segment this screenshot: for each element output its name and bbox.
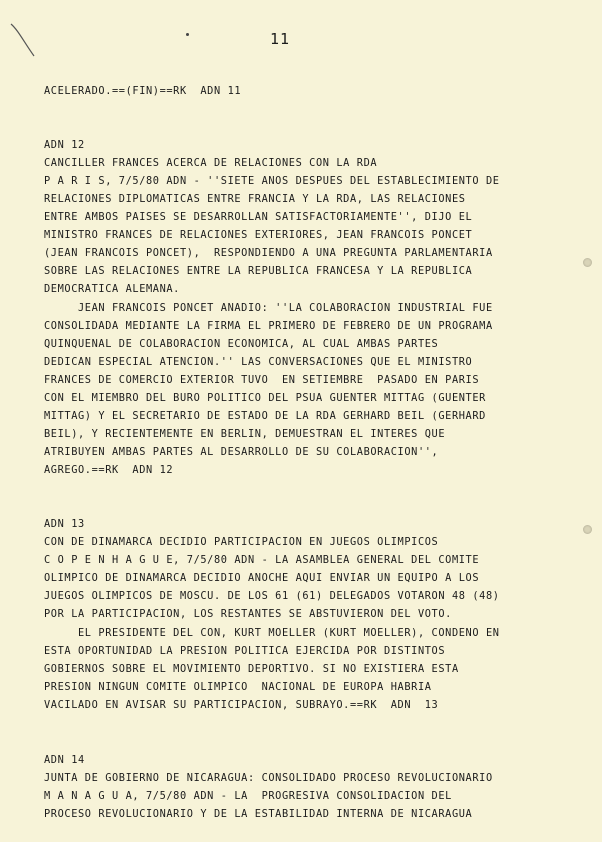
punch-hole-top [583, 258, 592, 267]
text-line: CON EL MIEMBRO DEL BURO POLITICO DEL PSUA GUENTER MITTAG (GUENTER [44, 392, 486, 404]
punch-hole-bottom [583, 525, 592, 534]
text-line: POR LA PARTICIPACION, LOS RESTANTES SE ABSTUVIERON DEL VOTO. [44, 608, 452, 620]
text-line: QUINQUENAL DE COLABORACION ECONOMICA, AL CUAL AMBAS PARTES [44, 338, 439, 350]
section-headline: CON DE DINAMARCA DECIDIO PARTICIPACION EN JUEGOS OLIMPICOS [44, 536, 439, 548]
text-line: ACELERADO.==(FIN)==RK ADN 11 [44, 85, 242, 97]
text-line: DEDICAN ESPECIAL ATENCION.'' LAS CONVERSACIONES QUE EL MINISTRO [44, 356, 473, 368]
text-line: VACILADO EN AVISAR SU PARTICIPACION, SUBRAYO.==RK ADN 13 [44, 699, 439, 711]
text-line: OLIMPICO DE DINAMARCA DECIDIO ANOCHE AQUI ENVIAR UN EQUIPO A LOS [44, 572, 480, 584]
text-line: CONSOLIDADA MEDIANTE LA FIRMA EL PRIMERO DE FEBRERO DE UN PROGRAMA [44, 320, 493, 332]
text-line: (JEAN FRANCOIS PONCET), RESPONDIENDO A UNA PREGUNTA PARLAMENTARIA [44, 247, 493, 259]
page-number: 11 [270, 30, 291, 48]
corner-pencil-mark [8, 20, 48, 60]
text-line: PRESION NINGUN COMITE OLIMPICO NACIONAL DE EUROPA HABRIA [44, 681, 432, 693]
text-line: C O P E N H A G U E, 7/5/80 ADN - LA ASAMBLEA GENERAL DEL COMITE [44, 554, 480, 566]
text-line: PROCESO REVOLUCIONARIO Y DE LA ESTABILIDAD INTERNA DE NICARAGUA [44, 808, 473, 820]
text-line: FRANCES DE COMERCIO EXTERIOR TUVO EN SETIEMBRE PASADO EN PARIS [44, 374, 480, 386]
text-line: AGREGO.==RK ADN 12 [44, 464, 174, 476]
text-line: JEAN FRANCOIS PONCET ANADIO: ''LA COLABORACION INDUSTRIAL FUE [44, 302, 493, 314]
section-headline: CANCILLER FRANCES ACERCA DE RELACIONES CON LA RDA [44, 157, 378, 169]
ink-dot [186, 33, 189, 36]
text-line: M A N A G U A, 7/5/80 ADN - LA PROGRESIVA CONSOLIDACION DEL [44, 790, 452, 802]
text-line: EL PRESIDENTE DEL CON, KURT MOELLER (KURT MOELLER), CONDENO EN [44, 627, 500, 639]
text-line: JUEGOS OLIMPICOS DE MOSCU. DE LOS 61 (61) DELEGADOS VOTARON 48 (48) [44, 590, 500, 602]
section-id: ADN 12 [44, 139, 85, 151]
section-id: ADN 13 [44, 518, 85, 530]
text-line: P A R I S, 7/5/80 ADN - ''SIETE ANOS DESPUES DEL ESTABLECIMIENTO DE [44, 175, 500, 187]
section-headline: JUNTA DE GOBIERNO DE NICARAGUA: CONSOLIDADO PROCESO REVOLUCIONARIO [44, 772, 493, 784]
text-line: ATRIBUYEN AMBAS PARTES AL DESARROLLO DE SU COLABORACION'', [44, 446, 439, 458]
text-line: MITTAG) Y EL SECRETARIO DE ESTADO DE LA RDA GERHARD BEIL (GERHARD [44, 410, 486, 422]
text-line: DEMOCRATICA ALEMANA. [44, 283, 180, 295]
text-line: GOBIERNOS SOBRE EL MOVIMIENTO DEPORTIVO. SI NO EXISTIERA ESTA [44, 663, 459, 675]
text-line: ESTA OPORTUNIDAD LA PRESION POLITICA EJERCIDA POR DISTINTOS [44, 645, 446, 657]
text-line: SOBRE LAS RELACIONES ENTRE LA REPUBLICA FRANCESA Y LA REPUBLICA [44, 265, 473, 277]
text-line: ENTRE AMBOS PAISES SE DESARROLLAN SATISFACTORIAMENTE'', DIJO EL [44, 211, 473, 223]
text-line: BEIL), Y RECIENTEMENTE EN BERLIN, DEMUESTRAN EL INTERES QUE [44, 428, 446, 440]
section-id: ADN 14 [44, 754, 85, 766]
text-line: RELACIONES DIPLOMATICAS ENTRE FRANCIA Y LA RDA, LAS RELACIONES [44, 193, 466, 205]
text-line: MINISTRO FRANCES DE RELACIONES EXTERIORES, JEAN FRANCOIS PONCET [44, 229, 473, 241]
